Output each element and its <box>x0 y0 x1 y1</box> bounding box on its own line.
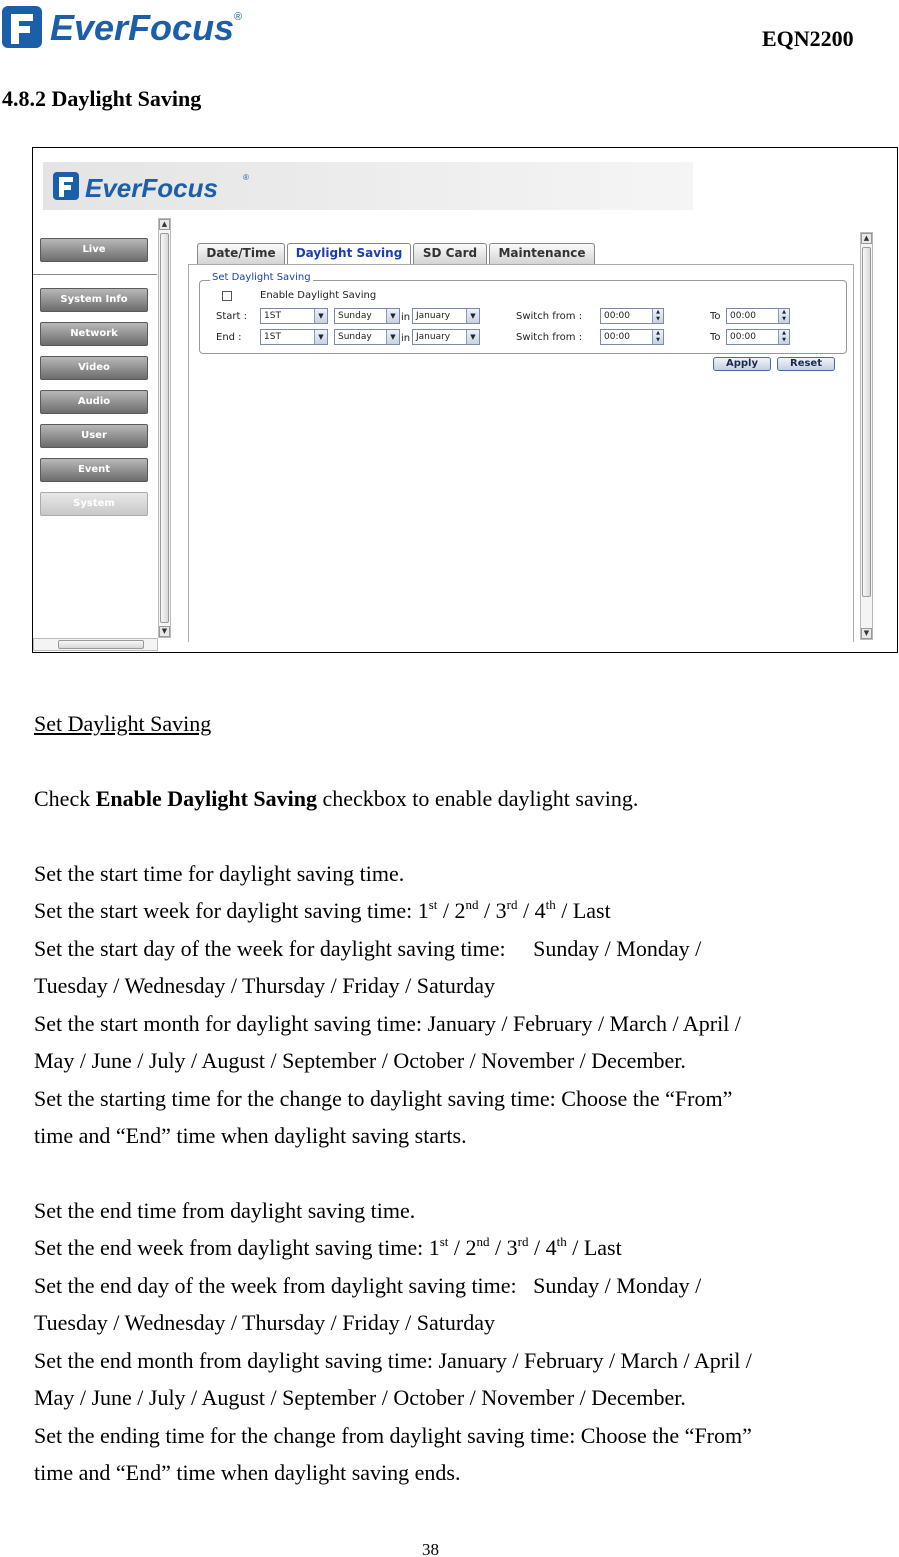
banner-logo <box>51 166 271 206</box>
nav-event-button[interactable]: Event <box>40 458 148 482</box>
end-line-8: time and “End” time when daylight saving ends. <box>34 1460 461 1485</box>
content-vertical-scrollbar[interactable] <box>860 232 873 640</box>
end-to-time-input[interactable]: 00:00 ▲ ▼ <box>726 329 790 345</box>
start-from-time-input[interactable]: 00:00 ▲ ▼ <box>600 308 664 324</box>
chevron-down-icon: ▼ <box>466 309 479 323</box>
end-line-1: Set the end time from daylight saving time. <box>34 1198 416 1223</box>
subheading: Set Daylight Saving <box>34 711 212 736</box>
end-line-4: Tuesday / Wednesday / Thursday / Friday / Saturday <box>34 1310 496 1335</box>
chevron-down-icon: ▼ <box>314 309 327 323</box>
app-banner <box>43 162 693 210</box>
start-line-3: Set the start day of the week for daylight saving time: Sunday / Monday / <box>34 936 702 961</box>
start-label: Start : <box>216 311 247 322</box>
tab-sd-card[interactable]: SD Card <box>413 243 487 264</box>
page-number: 38 <box>422 1540 439 1557</box>
everfocus-logo <box>0 2 260 54</box>
start-day-select[interactable]: Sunday ▼ <box>334 308 400 324</box>
end-week-select[interactable]: 1ST ▼ <box>260 329 328 345</box>
scroll-down-icon[interactable]: ▼ <box>159 626 170 637</box>
apply-button[interactable]: Apply <box>713 357 771 371</box>
nav-audio-button[interactable]: Audio <box>40 390 148 414</box>
spinner-icon[interactable]: ▲ ▼ <box>652 309 663 323</box>
start-month-select[interactable]: January ▼ <box>412 308 480 324</box>
tab-maintenance[interactable]: Maintenance <box>489 243 595 264</box>
svg-text:EverFocus: EverFocus <box>85 173 218 203</box>
side-nav <box>33 232 173 652</box>
svg-text:®: ® <box>234 11 243 23</box>
start-week-select[interactable]: 1ST ▼ <box>260 308 328 324</box>
nav-horizontal-scrollbar[interactable] <box>33 638 158 651</box>
daylight-saving-group <box>199 272 847 354</box>
scroll-down-icon[interactable]: ▼ <box>861 628 872 639</box>
logo-text: EverFocus <box>50 7 235 48</box>
start-line-5: Set the start month for daylight saving time: January / February / March / April / <box>34 1011 741 1036</box>
start-to-time-input[interactable]: 00:00 ▲ ▼ <box>726 308 790 324</box>
nav-scroll-thumb[interactable] <box>160 233 169 623</box>
nav-hscroll-thumb[interactable] <box>58 640 144 649</box>
model-number: EQN2200 <box>762 26 854 51</box>
ui-screenshot <box>32 147 898 653</box>
tab-date-time[interactable]: Date/Time <box>197 243 285 264</box>
start-switch-from-label: Switch from : <box>516 311 583 322</box>
nav-vertical-scrollbar[interactable] <box>158 218 171 638</box>
spinner-icon[interactable]: ▲ ▼ <box>652 330 663 344</box>
end-line-5: Set the end month from daylight saving time: January / February / March / April / <box>34 1348 752 1373</box>
chevron-down-icon: ▼ <box>386 309 399 323</box>
chevron-down-icon: ▼ <box>314 330 327 344</box>
end-from-time-input[interactable]: 00:00 ▲ ▼ <box>600 329 664 345</box>
check-instruction: Check Enable Daylight Saving checkbox to enable daylight saving. <box>34 786 639 811</box>
svg-text:®: ® <box>243 173 249 182</box>
end-line-6: May / June / July / August / September / October / November / December. <box>34 1385 686 1410</box>
end-in-label: in <box>401 333 411 344</box>
end-line-2: Set the end week from daylight saving time: 1st / 2nd / 3rd / 4th / Last <box>34 1234 622 1260</box>
end-day-select[interactable]: Sunday ▼ <box>334 329 400 345</box>
nav-user-button[interactable]: User <box>40 424 148 448</box>
chevron-down-icon: ▼ <box>386 330 399 344</box>
end-label: End : <box>216 332 242 343</box>
group-legend: Set Daylight Saving <box>212 272 311 283</box>
end-line-7: Set the ending time for the change from daylight saving time: Choose the “From” <box>34 1423 752 1448</box>
scroll-up-icon[interactable]: ▲ <box>159 219 170 230</box>
end-to-label: To <box>710 332 721 343</box>
enable-daylight-saving-label: Enable Daylight Saving <box>260 290 377 301</box>
end-month-select[interactable]: January ▼ <box>412 329 480 345</box>
start-to-label: To <box>710 311 721 322</box>
nav-network-button[interactable]: Network <box>40 322 148 346</box>
content-scroll-thumb[interactable] <box>862 247 871 597</box>
end-line-3: Set the end day of the week from daylight saving time: Sunday / Monday / <box>34 1273 702 1298</box>
start-line-7: Set the starting time for the change to daylight saving time: Choose the “From” <box>34 1086 733 1111</box>
start-line-4: Tuesday / Wednesday / Thursday / Friday / Saturday <box>34 973 496 998</box>
start-line-1: Set the start time for daylight saving time. <box>34 861 405 886</box>
end-switch-from-label: Switch from : <box>516 332 583 343</box>
start-line-6: May / June / July / August / September / October / November / December. <box>34 1048 686 1073</box>
settings-panel <box>188 264 854 642</box>
nav-system-info-button[interactable]: System Info <box>40 288 148 312</box>
chevron-down-icon: ▼ <box>466 330 479 344</box>
nav-live-button[interactable]: Live <box>40 238 148 262</box>
spinner-icon[interactable]: ▲ ▼ <box>778 309 789 323</box>
enable-daylight-saving-checkbox[interactable] <box>222 291 232 301</box>
spinner-icon[interactable]: ▲ ▼ <box>778 330 789 344</box>
section-title: 4.8.2 Daylight Saving <box>2 86 202 111</box>
start-line-8: time and “End” time when daylight saving starts. <box>34 1123 467 1148</box>
nav-divider <box>33 274 157 275</box>
reset-button[interactable]: Reset <box>777 357 835 371</box>
tab-daylight-saving[interactable]: Daylight Saving <box>287 243 411 265</box>
start-in-label: in <box>401 312 411 323</box>
scroll-up-icon[interactable]: ▲ <box>861 233 872 244</box>
start-line-2: Set the start week for daylight saving time: 1st / 2nd / 3rd / 4th / Last <box>34 897 611 923</box>
nav-system-button[interactable]: System <box>40 492 148 516</box>
nav-video-button[interactable]: Video <box>40 356 148 380</box>
